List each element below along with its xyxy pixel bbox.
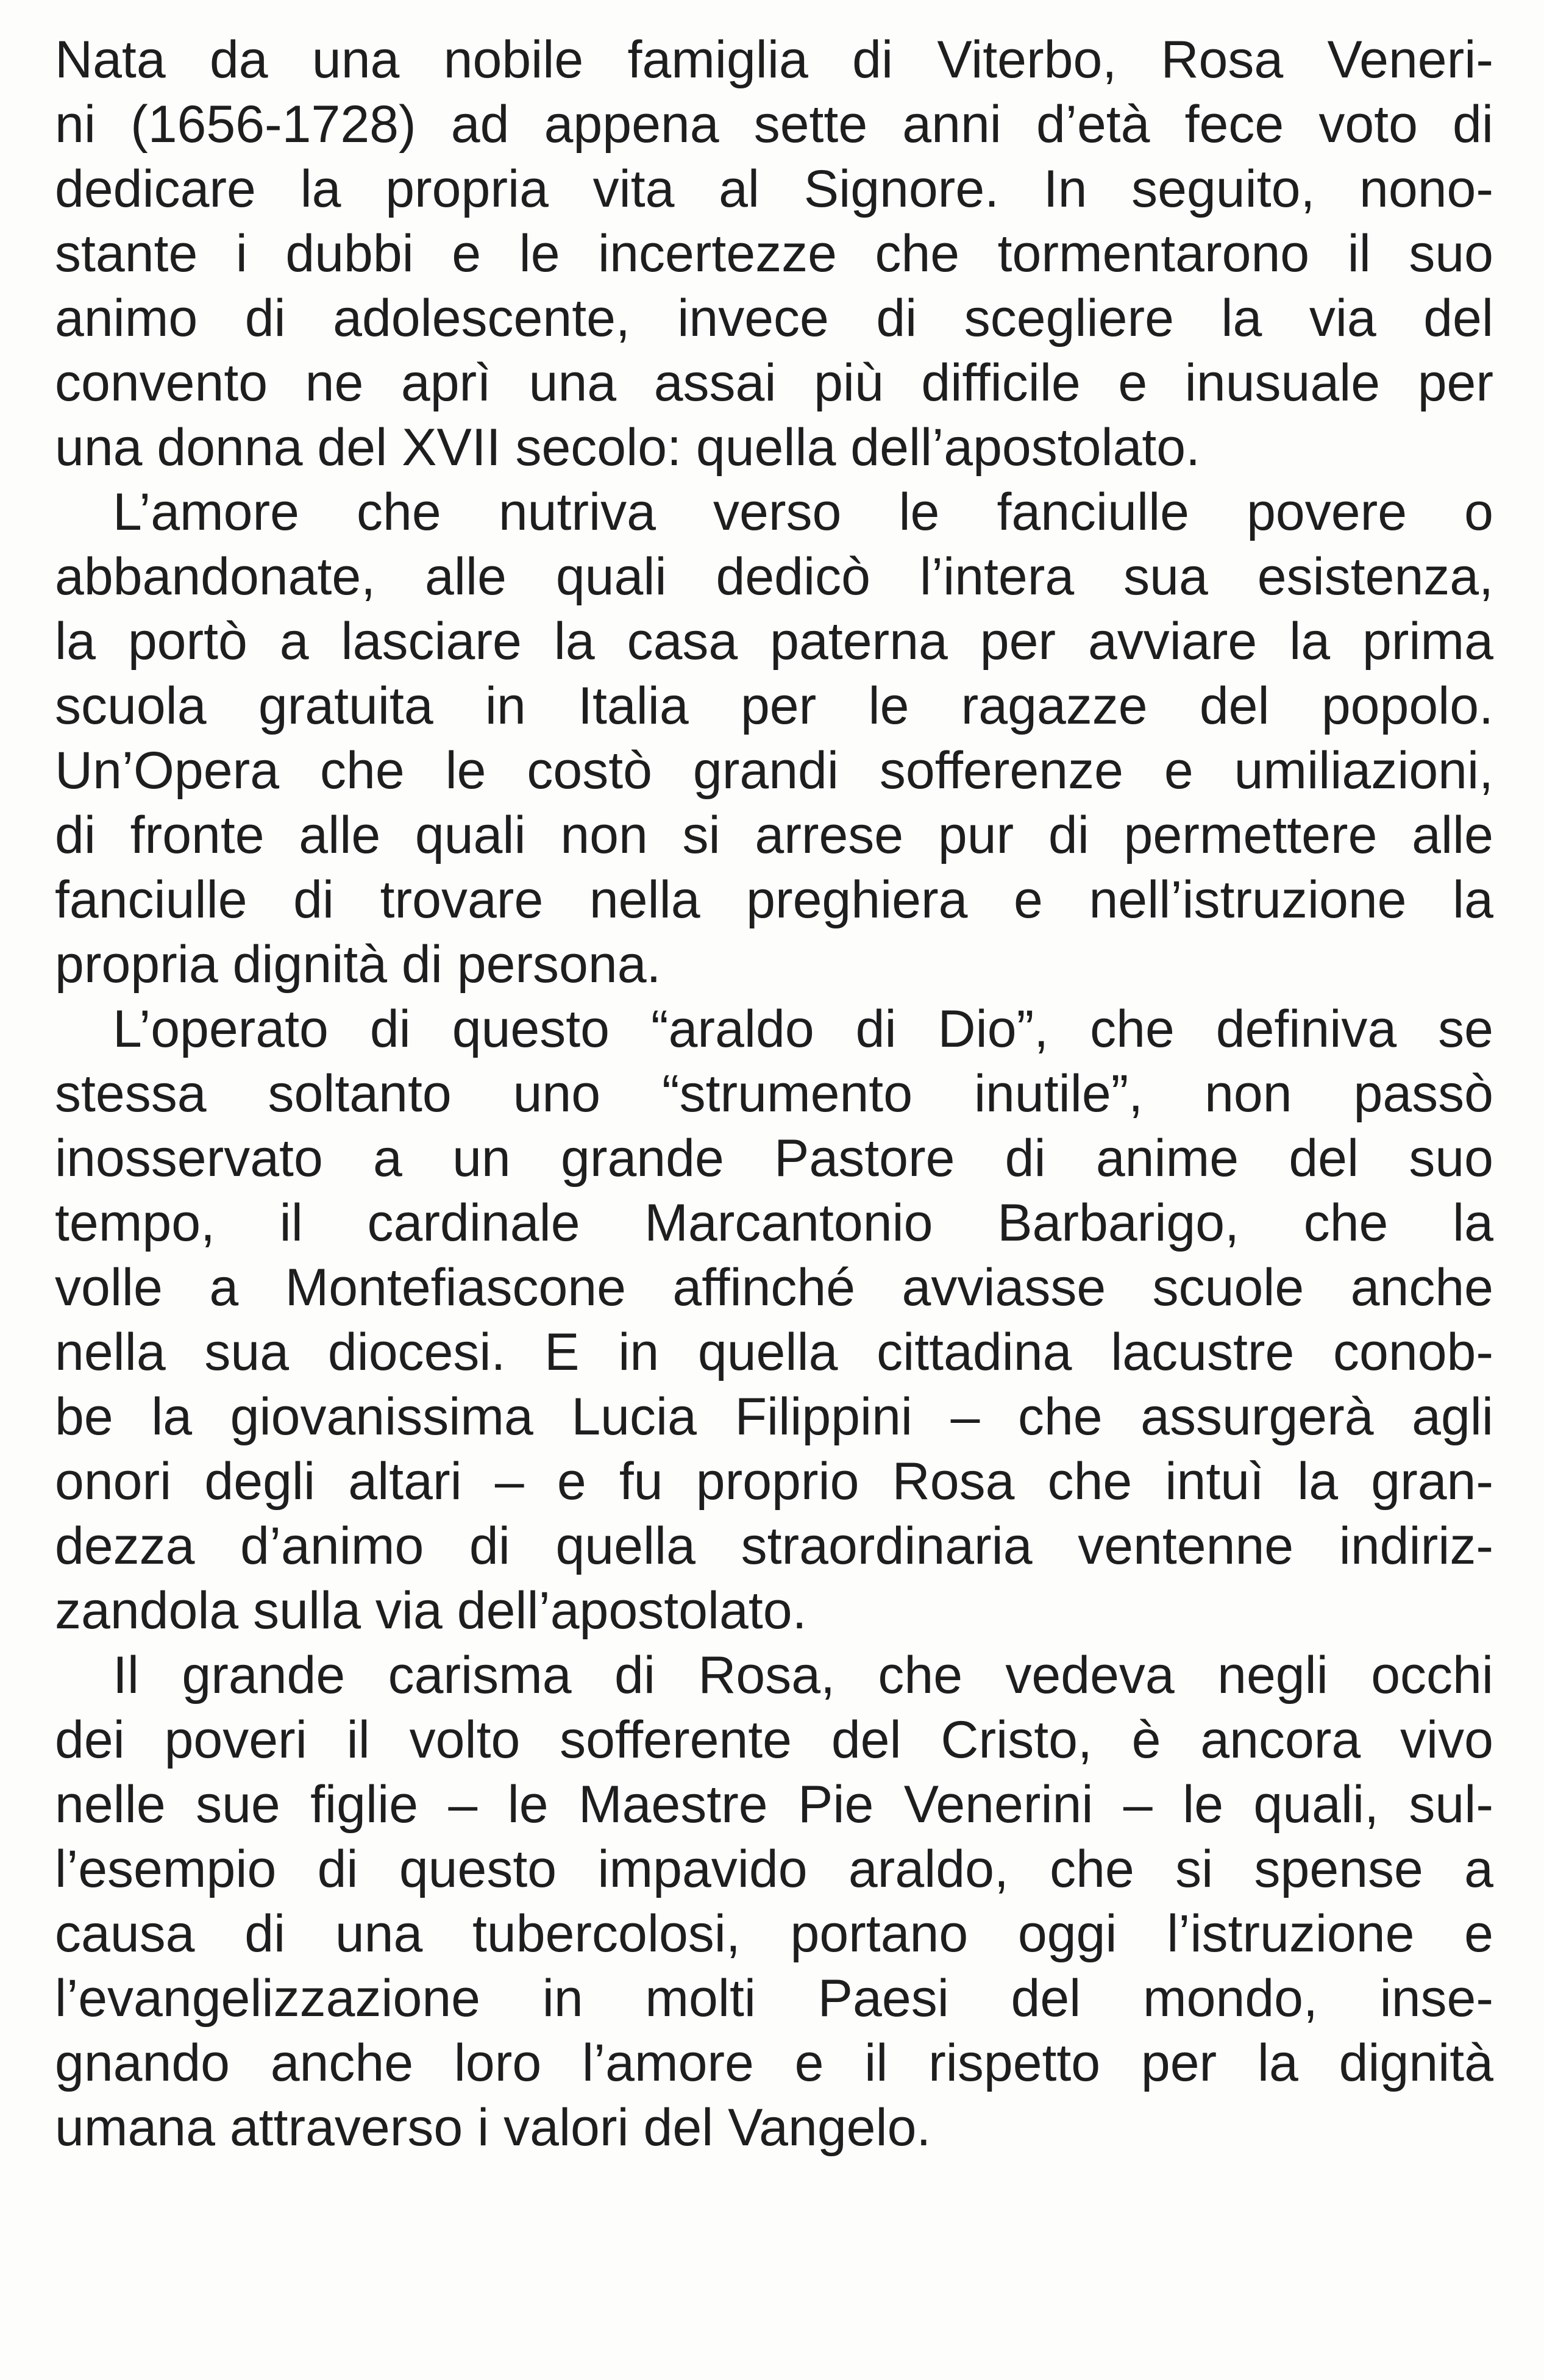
paragraph-4-line-8: umana attraverso i valori del Vangelo. [55,2098,931,2157]
paragraph-4-line-3: nelle sue figlie – le Maestre Pie Venerini – le quali, sul- [55,1775,1493,1834]
paragraph-2-line-4: scuola gratuita in Italia per le ragazze del popolo. [55,677,1493,735]
paragraph-1-line-4: stante i dubbi e le incertezze che tormentarono il suo [55,224,1493,283]
paragraph-2-line-1: L’amore che nutriva verso le fanciulle povere o [113,483,1493,541]
paragraph-3-line-4: tempo, il cardinale Marcantonio Barbarigo, che la [55,1194,1493,1252]
paragraph-3-line-2: stessa soltanto uno “strumento inutile”, non passò [55,1064,1493,1123]
paragraph-3-line-8: onori degli altari – e fu proprio Rosa che intuì la gran- [55,1452,1493,1511]
paragraph-3-line-5: volle a Montefiascone affinché avviasse scuole anche [55,1258,1493,1317]
paragraph-4-line-1: Il grande carisma di Rosa, che vedeva negli occhi [113,1646,1493,1705]
paragraph-3-line-9: dezza d’animo di quella straordinaria ventenne indiriz- [55,1517,1493,1575]
paragraph-3-line-1: L’operato di questo “araldo di Dio”, che definiva se [113,1000,1493,1058]
paragraph-1-line-3: dedicare la propria vita al Signore. In seguito, nono- [55,160,1493,218]
paragraph-4-line-4: l’esempio di questo impavido araldo, che si spense a [55,1840,1493,1898]
paragraph-2-line-6: di fronte alle quali non si arrese pur di permettere alle [55,806,1493,864]
body-text [55,27,1493,2160]
paragraph-3-line-7: be la giovanissima Lucia Filippini – che assurgerà agli [55,1388,1493,1446]
paragraph-1-line-1: Nata da una nobile famiglia di Viterbo, Rosa Veneri- [55,30,1493,89]
paragraph-2-line-7: fanciulle di trovare nella preghiera e nell’istruzione la [55,871,1493,929]
paragraph-4-line-6: l’evangelizzazione in molti Paesi del mondo, inse- [55,1969,1493,2028]
paragraph-1-line-5: animo di adolescente, invece di scegliere la via del [55,289,1493,347]
paragraph-2-line-2: abbandonate, alle quali dedicò l’intera sua esistenza, [55,547,1493,606]
paragraph-4-line-5: causa di una tubercolosi, portano oggi l’istruzione e [55,1904,1493,1963]
paragraph-3-line-3: inosservato a un grande Pastore di anime del suo [55,1129,1493,1188]
paragraph-2-line-8: propria dignità di persona. [55,935,661,994]
paragraph-1-line-6: convento ne aprì una assai più difficile e inusuale per [55,354,1493,412]
paragraph-4-line-2: dei poveri il volto sofferente del Cristo, è ancora vivo [55,1711,1493,1769]
paragraph-3-line-10: zandola sulla via dell’apostolato. [55,1581,807,1640]
paragraph-1-line-2: ni (1656-1728) ad appena sette anni d’età fece voto di [55,95,1493,154]
paragraph-2-line-5: Un’Opera che le costò grandi sofferenze e umiliazioni, [55,741,1493,800]
paragraph-1-line-7: una donna del XVII secolo: quella dell’apostolato. [55,418,1201,477]
paragraph-2-line-3: la portò a lasciare la casa paterna per avviare la prima [55,612,1493,671]
paragraph-4-line-7: gnando anche loro l’amore e il rispetto per la dignità [55,2034,1493,2092]
paragraph-3-line-6: nella sua diocesi. E in quella cittadina lacustre conob- [55,1323,1493,1381]
